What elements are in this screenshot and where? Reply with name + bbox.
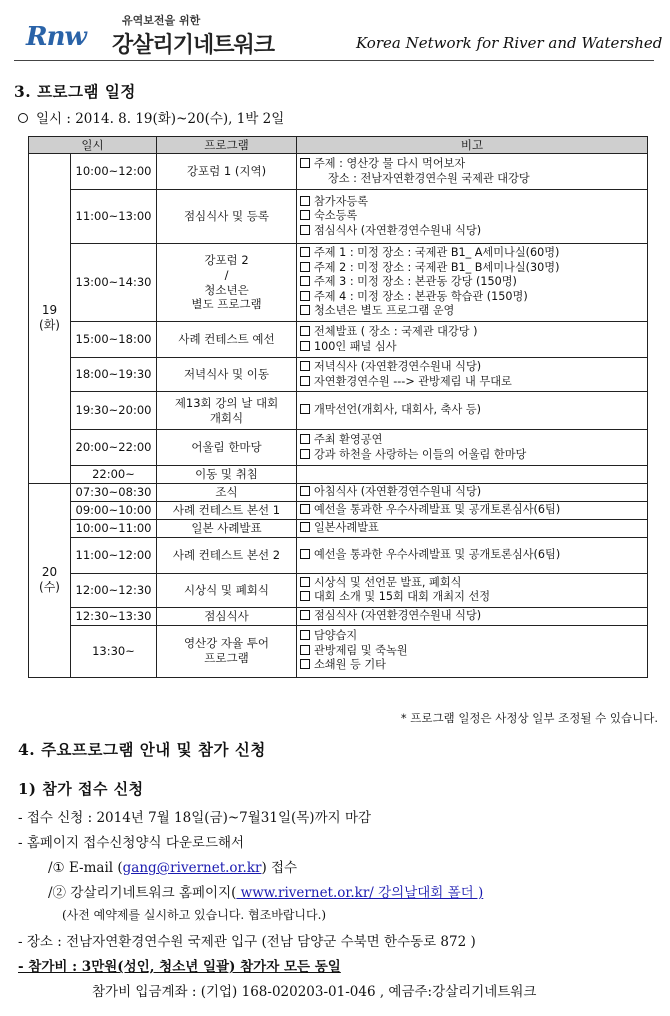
table-row: [29, 190, 648, 244]
note-cell: [297, 466, 648, 484]
note-item: 일본사례발표: [300, 521, 644, 536]
note-cell: [297, 537, 648, 573]
table-row: [29, 358, 648, 392]
time-cell: 13:00~14:30: [71, 244, 157, 322]
note-cell: [297, 607, 648, 625]
note-cell: [297, 322, 648, 358]
time-cell: 11:00~13:00: [71, 190, 157, 244]
time-cell: 10:00~11:00: [71, 519, 157, 537]
table-row: [29, 483, 648, 501]
subsection-title: 1) 참가 접수 신청: [18, 780, 144, 798]
header-divider: [14, 60, 654, 61]
homepage-line: /② 강살리기네트워크 홈페이지( www.rivernet.or.kr/ 강의날대회 폴더 ): [48, 885, 484, 901]
note-cell: [297, 244, 648, 322]
note-continuation: 장소 : 전남자연환경연수원 국제관 대강당: [328, 171, 530, 185]
note-item: 주제 2 : 미정 장소 : 국제관 B1_ B세미나실(30명): [300, 261, 644, 276]
table-row: [29, 625, 648, 677]
program-cell: 강포럼 2 / 청소년은 별도 프로그램: [157, 244, 297, 322]
note-cell: [297, 519, 648, 537]
application-period: - 접수 신청 : 2014년 7월 18일(금)~7월31일(목)까지 마감: [18, 810, 372, 826]
note-cell: [297, 430, 648, 466]
program-cell: 저녁식사 및 이동: [157, 358, 297, 392]
program-cell: 시상식 및 폐회식: [157, 573, 297, 607]
program-cell: 어울림 한마당: [157, 430, 297, 466]
note-item: 예선을 통과한 우수사례발표 및 공개토론심사(6팀): [300, 548, 644, 563]
table-header-row: [29, 137, 648, 154]
program-cell: 강포럼 1 (지역): [157, 154, 297, 190]
rnw-logo: [20, 14, 100, 54]
schedule-table: [28, 136, 648, 678]
time-cell: 07:30~08:30: [71, 483, 157, 501]
program-cell: 사례 컨테스트 본선 1: [157, 501, 297, 519]
table-row: [29, 244, 648, 322]
circle-bullet-icon: [18, 113, 28, 123]
note-item: 아침식사 (자연환경연수원내 식당): [300, 485, 644, 500]
note-item: 담양습지: [300, 629, 644, 644]
note-cell: [297, 483, 648, 501]
table-row: [29, 466, 648, 484]
note-item: 강과 하천을 사랑하는 이들의 어울림 한마당: [300, 448, 644, 463]
table-row: [29, 501, 648, 519]
email-link[interactable]: gang@rivernet.or.kr: [122, 860, 262, 876]
program-cell: 점심식사: [157, 607, 297, 625]
time-cell: 12:00~12:30: [71, 573, 157, 607]
time-cell: 12:30~13:30: [71, 607, 157, 625]
note-item: 주제 4 : 미정 장소 : 본관동 학습관 (150명): [300, 290, 644, 305]
program-cell: 제13회 강의 날 대회 개회식: [157, 392, 297, 430]
note-cell: [297, 154, 648, 190]
note-item: 주제 3 : 미정 장소 : 본관동 강당 (150명): [300, 275, 644, 290]
note-item: 개막선언(개회사, 대회사, 축사 등): [300, 403, 644, 418]
day-cell: 20 (수): [29, 483, 71, 677]
note-item: 주제 : 영산강 물 다시 먹어보자: [300, 157, 644, 172]
note-item: 소쇄원 등 기타: [300, 658, 644, 673]
note-item: 예선을 통과한 우수사례발표 및 공개토론심사(6팀): [300, 503, 644, 518]
section3-title: 3. 프로그램 일정: [14, 82, 136, 101]
note-item: 참가자등록: [300, 195, 644, 210]
note-item: 대회 소개 및 15회 대회 개최지 선정: [300, 590, 644, 605]
note-item: 청소년은 별도 프로그램 운영: [300, 304, 644, 319]
note-item: 자연환경연수원 ---> 관방제림 내 무대로: [300, 375, 644, 390]
note-item: 점심식사 (자연환경연수원내 식당): [300, 609, 644, 624]
table-row: [29, 519, 648, 537]
reservation-note: (사전 예약제를 실시하고 있습니다. 협조바랍니다.): [62, 908, 327, 922]
header-note: 비고: [297, 137, 648, 154]
download-instruction: - 홈페이지 접수신청양식 다운로드해서: [18, 835, 245, 851]
note-item: 전체발표 ( 장소 : 국제관 대강당 ): [300, 325, 644, 340]
time-cell: 13:30~: [71, 625, 157, 677]
program-cell: 사례 컨테스트 본선 2: [157, 537, 297, 573]
note-item: 관방제림 및 죽녹원: [300, 644, 644, 659]
time-cell: 18:00~19:30: [71, 358, 157, 392]
schedule-date-text: 일시 : 2014. 8. 19(화)~20(수), 1박 2일: [36, 111, 285, 127]
program-cell: 사례 컨테스트 예선: [157, 322, 297, 358]
homepage-link[interactable]: www.rivernet.or.kr/ 강의날대회 폴더 ): [236, 885, 484, 901]
day-cell: 19 (화): [29, 154, 71, 484]
table-row: [29, 607, 648, 625]
section4-title: 4. 주요프로그램 안내 및 참가 신청: [18, 740, 266, 759]
time-cell: 10:00~12:00: [71, 154, 157, 190]
time-cell: 19:30~20:00: [71, 392, 157, 430]
table-row: [29, 430, 648, 466]
time-cell: 15:00~18:00: [71, 322, 157, 358]
note-cell: [297, 501, 648, 519]
slogan: 유역보전을 위한: [122, 14, 201, 27]
table-row: [29, 154, 648, 190]
note-item: 주제 1 : 미정 장소 : 국제관 B1_ A세미나실(60명): [300, 246, 644, 261]
fee-line: - 참가비 : 3만원(성인, 청소년 일괄) 참가자 모든 동일: [18, 959, 341, 975]
table-row: [29, 392, 648, 430]
logo-text: Rnw: [26, 22, 86, 52]
program-cell: 일본 사례발표: [157, 519, 297, 537]
table-row: [29, 537, 648, 573]
schedule-footnote: * 프로그램 일정은 사정상 일부 조정될 수 있습니다.: [400, 711, 658, 725]
note-cell: [297, 625, 648, 677]
venue-line: - 장소 : 전남자연환경연수원 국제관 입구 (전남 담양군 수북면 한수동로 872 ): [18, 934, 476, 950]
note-cell: [297, 392, 648, 430]
note-cell: [297, 573, 648, 607]
email-line: /① E-mail (gang@rivernet.or.kr) 접수: [48, 860, 298, 876]
note-item: 주최 환영공연: [300, 433, 644, 448]
time-cell: 09:00~10:00: [71, 501, 157, 519]
time-cell: 22:00~: [71, 466, 157, 484]
note-cell: [297, 358, 648, 392]
note-item: 숙소등록: [300, 209, 644, 224]
note-item: 점심식사 (자연환경연수원내 식당): [300, 224, 644, 239]
english-name: Korea Network for River and Watershed: [356, 34, 663, 52]
table-row: [29, 573, 648, 607]
page-header: [0, 0, 670, 62]
schedule-body: [29, 154, 648, 678]
account-line: 참가비 입금계좌 : (기업) 168-020203-01-046 , 예금주:강살리기네트워크: [92, 984, 537, 1000]
note-item: 100인 패널 심사: [300, 340, 644, 355]
program-cell: 점심식사 및 등록: [157, 190, 297, 244]
program-cell: 이동 및 취침: [157, 466, 297, 484]
table-row: [29, 322, 648, 358]
time-cell: 20:00~22:00: [71, 430, 157, 466]
note-cell: [297, 190, 648, 244]
program-cell: 영산강 자율 투어 프로그램: [157, 625, 297, 677]
note-item: 시상식 및 선언문 발표, 폐회식: [300, 576, 644, 591]
note-item: 저녁식사 (자연환경연수원내 식당): [300, 360, 644, 375]
program-cell: 조식: [157, 483, 297, 501]
time-cell: 11:00~12:00: [71, 537, 157, 573]
brand-name: 강살리기네트워크: [112, 33, 275, 58]
header-program: 프로그램: [157, 137, 297, 154]
schedule-date: [18, 107, 284, 127]
header-date: 일시: [29, 137, 157, 154]
